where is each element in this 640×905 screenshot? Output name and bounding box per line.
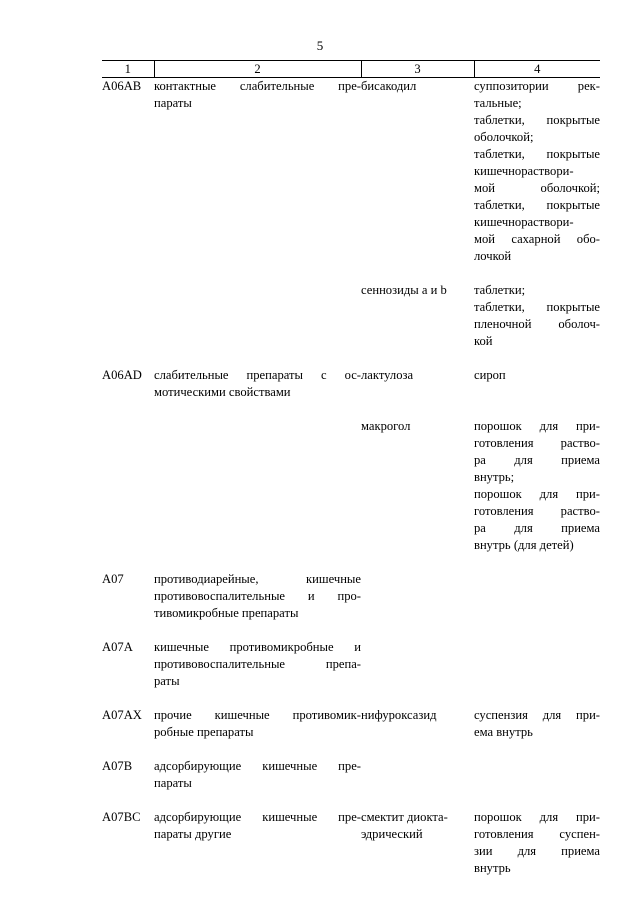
dosage-form — [474, 367, 600, 401]
dosage-form — [474, 809, 600, 877]
drug-name — [361, 707, 474, 741]
dosage-form-line: суспензия для при- — [474, 708, 600, 722]
dosage-form-line: пленочной оболоч- — [474, 317, 600, 331]
dosage-form — [474, 758, 600, 792]
dosage-form-line: сироп — [474, 368, 506, 382]
row-spacer — [102, 741, 600, 758]
dosage-form-line: ра для приема — [474, 453, 600, 467]
atc-code — [102, 418, 154, 554]
dosage-form-line: внутрь — [474, 861, 511, 875]
dosage-form-line: лочкой — [474, 249, 512, 263]
table-header — [102, 61, 600, 78]
atc-code: A07AX — [102, 708, 142, 722]
drug-name — [361, 78, 474, 266]
dosage-form-line: кишечнораствори- — [474, 215, 574, 229]
description-line: противовоспалительные и про- — [154, 589, 361, 603]
dosage-form-line: кой — [474, 334, 493, 348]
dosage-form — [474, 707, 600, 741]
description-line: робные препараты — [154, 725, 254, 739]
dosage-form-line: зии для приема — [474, 844, 600, 858]
dosage-form-line: ема внутрь — [474, 725, 533, 739]
dosage-form — [474, 639, 600, 690]
atc-code: A06AD — [102, 368, 142, 382]
atc-code: A07 — [102, 572, 124, 586]
description-line: адсорбирующие кишечные пре- — [154, 759, 361, 773]
dosage-form — [474, 418, 600, 554]
drug-name — [361, 367, 474, 401]
row-spacer — [102, 554, 600, 571]
header-col-1: 1 — [102, 61, 154, 78]
dosage-form-line: внутрь; — [474, 470, 515, 484]
dosage-form-line: оболочкой; — [474, 130, 534, 144]
row-spacer — [102, 622, 600, 639]
description-line: тивомикробные препараты — [154, 606, 299, 620]
drug-name-line: макрогол — [361, 419, 411, 433]
dosage-form-line: порошок для при- — [474, 487, 600, 501]
table-row — [102, 809, 600, 877]
group-description — [154, 571, 361, 622]
dosage-form — [474, 282, 600, 350]
group-description — [154, 639, 361, 690]
header-col-2: 2 — [154, 61, 361, 78]
row-spacer — [102, 690, 600, 707]
table-row — [102, 418, 600, 554]
dosage-form-line: таблетки, покрытые — [474, 113, 600, 127]
description-line: мотическими свойствами — [154, 385, 291, 399]
dosage-form-line: таблетки; — [474, 283, 526, 297]
row-spacer — [102, 265, 600, 282]
drug-name-line: смектит диокта- — [361, 810, 448, 824]
dosage-form-line: готовления раство- — [474, 436, 600, 450]
group-description — [154, 418, 361, 554]
drug-name — [361, 282, 474, 350]
row-spacer — [102, 792, 600, 809]
drug-name-line: эдрический — [361, 827, 423, 841]
drug-name — [361, 418, 474, 554]
group-description — [154, 758, 361, 792]
dosage-form-line: готовления суспен- — [474, 827, 600, 841]
row-spacer — [102, 401, 600, 418]
drug-name — [361, 639, 474, 690]
description-line: слабительные препараты с ос- — [154, 368, 361, 382]
drug-name-line: лактулоза — [361, 368, 414, 382]
dosage-form — [474, 78, 600, 266]
atc-code — [102, 282, 154, 350]
dosage-form-line: ра для приема — [474, 521, 600, 535]
drug-name-line: бисакодил — [361, 79, 417, 93]
dosage-form — [474, 571, 600, 622]
dosage-form-line: таблетки, покрытые — [474, 198, 600, 212]
dosage-form-line: тальные; — [474, 96, 522, 110]
drug-table — [102, 60, 600, 877]
row-spacer — [102, 350, 600, 367]
atc-code: A07B — [102, 759, 133, 773]
group-description — [154, 367, 361, 401]
drug-name-line: нифуроксазид — [361, 708, 437, 722]
dosage-form-line: таблетки, покрытые — [474, 300, 600, 314]
table-row — [102, 758, 600, 792]
drug-name-line: сеннозиды a и b — [361, 283, 447, 297]
dosage-form-line: порошок для при- — [474, 810, 600, 824]
description-line: противовоспалительные препа- — [154, 657, 361, 671]
group-description — [154, 809, 361, 877]
drug-name — [361, 571, 474, 622]
group-description — [154, 282, 361, 350]
dosage-form-line: внутрь (для детей) — [474, 538, 574, 552]
description-line: параты другие — [154, 827, 232, 841]
header-col-3: 3 — [361, 61, 474, 78]
description-line: раты — [154, 674, 180, 688]
drug-name — [361, 809, 474, 877]
group-description — [154, 78, 361, 266]
description-line: прочие кишечные противомик- — [154, 708, 361, 722]
description-line: параты — [154, 776, 192, 790]
dosage-form-line: мой оболочкой; — [474, 181, 600, 195]
header-col-4: 4 — [474, 61, 600, 78]
atc-code: A06AB — [102, 79, 142, 93]
dosage-form-line: суппозитории рек- — [474, 79, 600, 93]
dosage-form-line: мой сахарной обо- — [474, 232, 600, 246]
description-line: адсорбирующие кишечные пре- — [154, 810, 361, 824]
table-row — [102, 78, 600, 266]
dosage-form-line: кишечнораствори- — [474, 164, 574, 178]
group-description — [154, 707, 361, 741]
drug-name — [361, 758, 474, 792]
dosage-form-line: готовления раство- — [474, 504, 600, 518]
page-number: 5 — [316, 38, 324, 53]
table-body — [102, 78, 600, 878]
atc-code: A07A — [102, 640, 133, 654]
description-line: кишечные противомикробные и — [154, 640, 361, 654]
table-row — [102, 282, 600, 350]
description-line: контактные слабительные пре- — [154, 79, 361, 93]
table-row — [102, 367, 600, 401]
dosage-form-line: порошок для при- — [474, 419, 600, 433]
table-row — [102, 639, 600, 690]
table-row — [102, 571, 600, 622]
description-line: противодиарейные, кишечные — [154, 572, 361, 586]
table-row — [102, 707, 600, 741]
atc-code: A07BC — [102, 810, 141, 824]
dosage-form-line: таблетки, покрытые — [474, 147, 600, 161]
description-line: параты — [154, 96, 192, 110]
